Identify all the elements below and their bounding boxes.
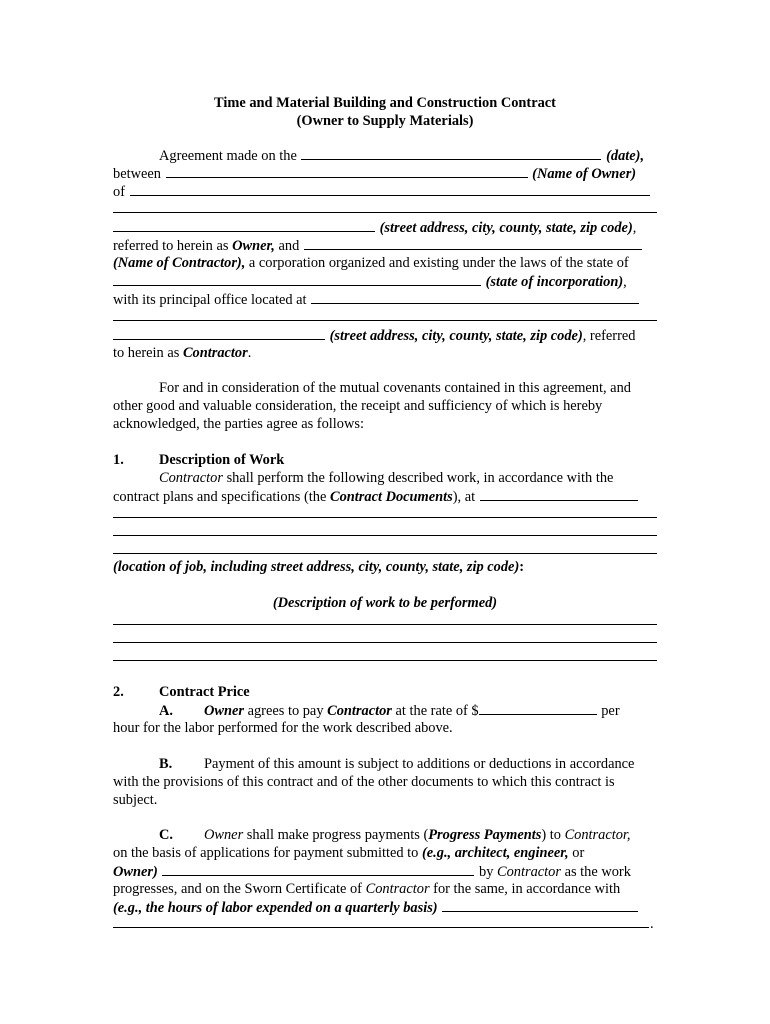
section-2c-line-4: progresses, and on the Sworn Certificate of Contractor for the same, in accordance with xyxy=(113,881,621,897)
work-description-blank-1[interactable] xyxy=(113,624,657,625)
owner-of-line: of xyxy=(113,182,651,200)
section-2-heading: 2. Contract Price xyxy=(113,684,250,700)
section-2c-line-5: (e.g., the hours of labor expended on a quarterly basis) xyxy=(113,898,639,916)
contractor-address-blank-2[interactable] xyxy=(113,320,657,321)
section-2a-line-2: hour for the labor performed for the work described above. xyxy=(113,720,453,736)
section-2b-line-1: B. Payment of this amount is subject to additions or deductions in accordance xyxy=(159,756,635,772)
state-incorporation-blank[interactable] xyxy=(113,272,481,286)
principal-office-line: with its principal office located at xyxy=(113,290,640,308)
work-description-blank-2[interactable] xyxy=(113,642,657,643)
owner-address-blank-1[interactable] xyxy=(130,182,650,196)
document-subtitle: (Owner to Supply Materials) xyxy=(296,113,474,129)
section-2a-line-1: A. Owner agrees to pay Contractor at the rate of $ per xyxy=(159,703,620,719)
owner-name-blank[interactable] xyxy=(166,164,528,178)
owner-address-blank-3[interactable] xyxy=(113,218,375,232)
contractor-name-blank[interactable] xyxy=(304,236,642,250)
section-2c-line-2: on the basis of applications for payment submitted to (e.g., architect, engineer, or xyxy=(113,845,585,861)
state-incorporation-line: (state of incorporation), xyxy=(113,272,627,290)
corporation-line: (Name of Contractor), a corporation organized and existing under the laws of the state of xyxy=(113,255,629,271)
payment-basis-blank-2[interactable] xyxy=(113,914,649,928)
document-title: Time and Material Building and Construction Contract xyxy=(214,95,556,111)
job-location-blank-2[interactable] xyxy=(113,517,657,518)
referred-contractor-line: to herein as Contractor. xyxy=(113,345,252,361)
contractor-address-line: (street address, city, county, state, zip code), referred xyxy=(113,326,635,344)
agreement-date-line: Agreement made on the (date), xyxy=(159,148,645,164)
section-2c-line-6: . xyxy=(113,914,654,932)
work-description-blank-3[interactable] xyxy=(113,660,657,661)
work-description-label: (Description of work to be performed) xyxy=(272,595,498,611)
recital-line-3: acknowledged, the parties agree as follows: xyxy=(113,416,364,432)
recital-line-2: other good and valuable consideration, the receipt and sufficiency of which is hereby xyxy=(113,398,603,414)
section-1-line-1: Contractor shall perform the following described work, in accordance with the xyxy=(159,470,614,486)
contractor-address-blank-3[interactable] xyxy=(113,326,325,340)
section-1-heading: 1. Description of Work xyxy=(113,452,285,468)
job-location-blank-1[interactable] xyxy=(480,487,638,501)
payment-basis-blank-1[interactable] xyxy=(442,898,638,912)
payment-approver-blank[interactable] xyxy=(162,862,474,876)
principal-office-blank[interactable] xyxy=(311,290,639,304)
job-location-blank-4[interactable] xyxy=(113,553,657,554)
date-blank[interactable] xyxy=(301,146,601,160)
recital-line-1: For and in consideration of the mutual covenants contained in this agreement, and xyxy=(159,380,631,396)
owner-address-line: (street address, city, county, state, zip code), xyxy=(113,218,636,236)
owner-name-line: between (Name of Owner) xyxy=(113,166,637,182)
hourly-rate-blank[interactable] xyxy=(479,701,597,715)
section-2b-line-2: with the provisions of this contract and of the other documents to which this contract is xyxy=(113,774,615,790)
owner-address-blank-2[interactable] xyxy=(113,212,657,213)
section-2c-line-3: Owner) by Contractor as the work xyxy=(113,864,631,880)
job-location-label: (location of job, including street address, city, county, state, zip code): xyxy=(113,559,525,575)
section-1-line-2: contract plans and specifications (the Contract Documents), at xyxy=(113,487,639,505)
section-2b-line-3: subject. xyxy=(113,792,158,808)
section-2c-line-1: C. Owner shall make progress payments (Progress Payments) to Contractor, xyxy=(159,827,631,843)
contractor-name-line: referred to herein as Owner, and xyxy=(113,236,643,254)
job-location-blank-3[interactable] xyxy=(113,535,657,536)
